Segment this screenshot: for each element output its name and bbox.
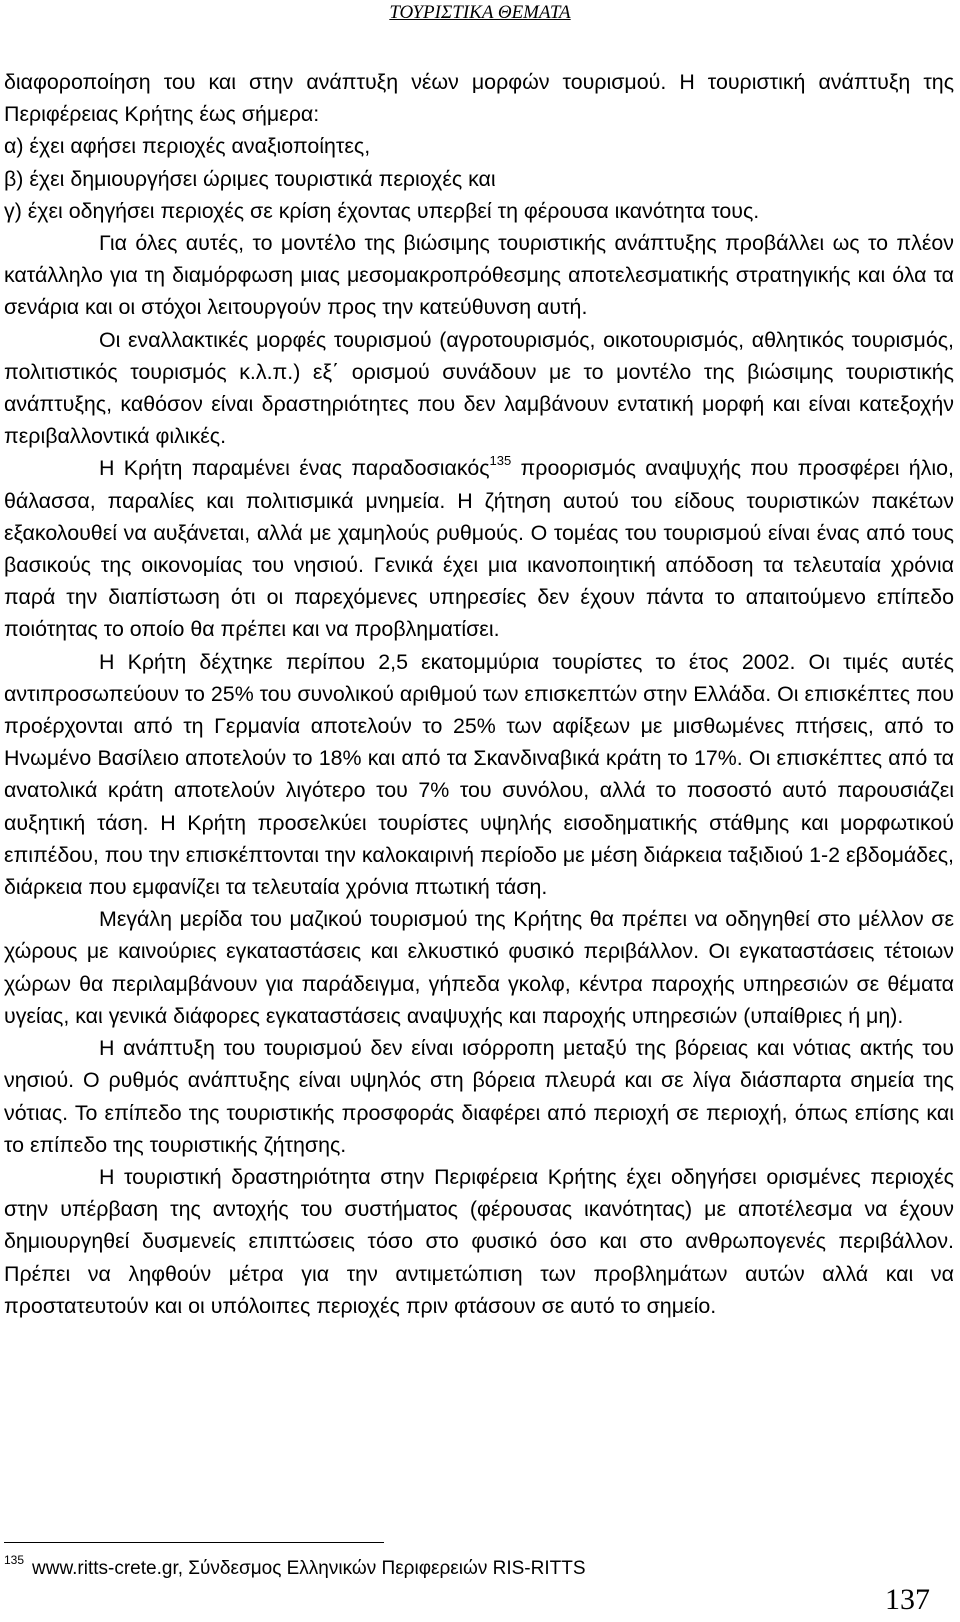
paragraph-intro: διαφοροποίηση του και στην ανάπτυξη νέων μορφών τουρισμού. Η τουριστική ανάπτυξη της Περιφέρειας Κρήτης έως σήμερα: (4, 70, 954, 127)
running-header (0, 0, 960, 24)
paragraph-crete-destination-start: Η Κρήτη παραμένει ένας παραδοσιακός (99, 456, 490, 481)
footnote-reference[interactable]: 135 (489, 453, 512, 469)
page-body (4, 66, 954, 1322)
paragraph-visitor-statistics: Η Κρήτη δέχτηκε περίπου 2,5 εκατομμύρια τουρίστες το έτος 2002. Οι τιμές αυτές αντιπροσωπεύουν το 25% του συνολικού αριθμού των επισκεπτών στην Ελλάδα. Οι επισκέπτες που προέρχονται από τη Γερμανία αποτελούν το 25% των αφίξεων με μισθωμένες πτήσεις, από το Ηνωμένο Βασίλειο αποτελούν το 18% και από τα Σκανδιναβικά κράτη το 17%. Οι επισκέπτες από τα ανατολικά κράτη αποτελούν λιγότερο του 7% του συνόλου, αλλά το ποσοστό αυτό παρουσιάζει αυξητική τάση. Η Κρήτη προσελκύει τουρίστες υψηλής εισοδηματικής στάθμης και μορφωτικού επιπέδου, που την επισκέπτονται την καλοκαιρινή περίοδο με μέση διάρκεια ταξιδιού 1-2 εβδομάδες, διάρκεια που εμφανίζει τα τελευταία χρόνια πτωτική τάση. (4, 649, 955, 900)
paragraph-sustainable-model: Για όλες αυτές, το μοντέλο της βιώσιμης τουριστικής ανάπτυξης προβάλλει ως το πλέον κατάλληλο για τη διαμόρφωση μιας μεσομακροπρόθεσμης αποτελεσματικής στρατηγικής και όλα τα σενάρια και οι στόχοι λειτουργούν προς την κατεύθυνση αυτή. (4, 231, 954, 320)
list-item-b: β) έχει δημιουργήσει ώριμες τουριστικά περιοχές και (4, 166, 496, 191)
list-item-a: α) έχει αφήσει περιοχές αναξιοποίητες, (4, 134, 371, 159)
paragraph-uneven-development: Η ανάπτυξη του τουρισμού δεν είναι ισόρροπη μεταξύ της βόρειας και νότιας ακτής του νησιού. Ο ρυθμός ανάπτυξης είναι υψηλός στη βόρεια πλευρά και σε λίγα διάσπαρτα σημεία της νότιας. Το επίπεδο της τουριστικής προσφοράς διαφέρει από περιοχή σε περιοχή, όπως επίσης και το επίπεδο της τουριστικής ζήτησης. (4, 1036, 954, 1157)
list-item-c: γ) έχει οδηγήσει περιοχές σε κρίση έχοντας υπερβεί τη φέρουσα ικανότητα τους. (4, 198, 760, 223)
paragraph-crete-destination-rest: προορισμός αναψυχής που προσφέρει ήλιο, θάλασσα, παραλίες και πολιτισμικά μνημεία. Η ζήτηση αυτού του είδους τουριστικών πακέτων εξακολουθεί να αυξάνεται, αλλά με χαμηλούς ρυθμούς. Ο τομέας του τουρισμού είναι ένας από τους βασικούς της οικονομίας του νησιού. Γενικά έχει μια ικανοποιητική απόδοση τα τελευταία χρόνια παρά την διαπίστωση ότι οι παρεχόμενες υπηρεσίες δεν έχουν πάντα το απαιτούμενο επίπεδο ποιότητας το οποίο θα πρέπει και να προβληματίσει. (4, 456, 954, 642)
footnote-text: www.ritts-crete.gr, Σύνδεσμος Ελληνικών Περιφερειών RIS-RITTS (32, 1558, 586, 1579)
paragraph-carrying-capacity: Η τουριστική δραστηριότητα στην Περιφέρεια Κρήτης έχει οδηγήσει ορισμένες περιοχές στην υπέρβαση της αντοχής του συστήματος (φέρουσας ικανότητας) με αποτέλεσμα να έχουν δημιουργηθεί δυσμενείς επιπτώσεις τόσο στο φυσικό όσο και στο ανθρωπογενές περιβάλλον. Πρέπει να ληφθούν μέτρα για την αντιμετώπιση των προβλημάτων αυτών αλλά και να προστατευτούν και οι υπόλοιπες περιοχές πριν φτάσουν σε αυτό το σημείο. (4, 1164, 954, 1318)
paragraph-mass-tourism: Μεγάλη μερίδα του μαζικού τουρισμού της Κρήτης θα πρέπει να οδηγηθεί στο μέλλον σε χώρους με καινούριες εγκαταστάσεις και ελκυστικό φυσικό περιβάλλον. Οι εγκαταστάσεις τέτοιων χώρων θα περιλαμβάνουν για παράδειγμα, γήπεδα γκολφ, κέντρα παροχής υπηρεσιών σε θέματα υγείας, και γενικά διάφορες εγκαταστάσεις αναψυχής και παροχής υπηρεσιών (υπαίθριες ή μη). (4, 907, 954, 1028)
paragraph-crete-destination (4, 452, 954, 645)
page-number: 137 (885, 1583, 930, 1616)
footnote-number: 135 (4, 1553, 25, 1567)
footnote-divider (4, 1542, 384, 1543)
footnote (4, 1553, 586, 1581)
header-title: ΤΟΥΡΙΣΤΙΚΑ ΘΕΜΑΤΑ (389, 2, 571, 23)
paragraph-alternative-tourism: Οι εναλλακτικές μορφές τουρισμού (αγροτουρισμός, οικοτουρισμός, αθλητικός τουρισμός, πολιτιστικός τουρισμός κ.λ.π.) εξ΄ ορισμού συνάδουν με το μοντέλο της βιώσιμης τουριστικής ανάπτυξης, καθόσον είναι δραστηριότητες που δεν λαμβάνουν εντατική μορφή και είναι κατεξοχήν περιβαλλοντικά φιλικές. (4, 327, 954, 449)
